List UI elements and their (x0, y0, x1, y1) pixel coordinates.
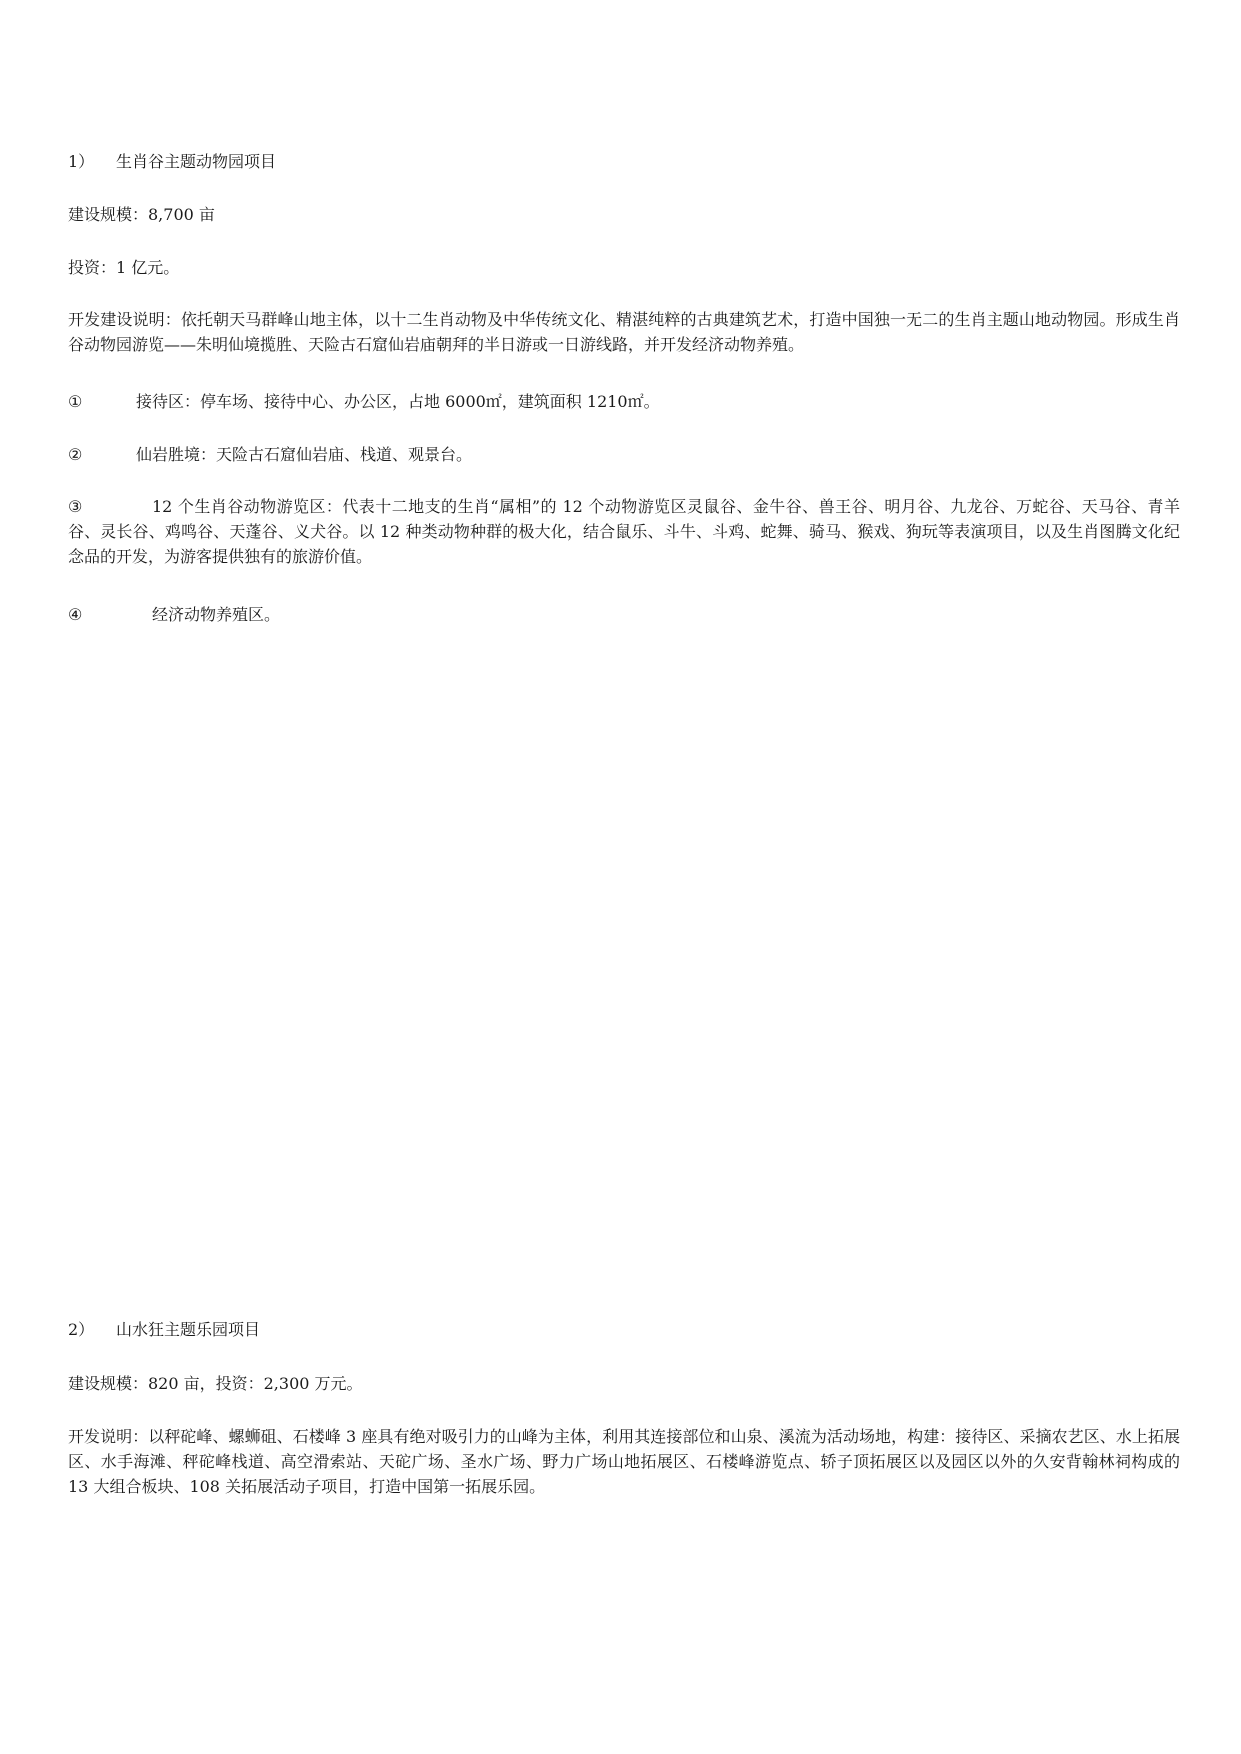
section1-number: 1） (68, 152, 95, 171)
item-4-text: 经济动物养殖区。 (152, 605, 281, 624)
section1-heading (68, 150, 1180, 173)
section1-investment: 投资：1 亿元。 (68, 258, 180, 277)
item-3-marker: ③ (68, 497, 83, 516)
section2-title: 山水狂主题乐园项目 (116, 1320, 261, 1339)
section1-description: 开发建设说明：依托朝天马群峰山地主体，以十二生肖动物及中华传统文化、精湛纯粹的古典建筑艺术，打造中国独一无二的生肖主题山地动物园。形成生肖谷动物园游览——朱明仙境揽胜、天险古石窟仙岩庙朝拜的半日游或一日游线路，并开发经济动物养殖。 (68, 310, 1180, 354)
section2-scale: 建设规模：820 亩，投资：2,300 万元。 (68, 1374, 363, 1393)
item-1-text: 接待区：停车场、接待中心、办公区，占地 6000㎡，建筑面积 1210㎡。 (136, 392, 660, 411)
section1-item-4 (68, 603, 1180, 626)
item-3-text: 12 个生肖谷动物游览区：代表十二地支的生肖“属相”的 12 个动物游览区灵鼠谷、金牛谷、兽王谷、明月谷、九龙谷、万蛇谷、天马谷、青羊谷、灵长谷、鸡鸣谷、天蓬谷、义犬谷。以 12 种类动物种群的极大化，结合鼠乐、斗牛、斗鸡、蛇舞、骑马、猴戏、狗玩等表演项目，以及生肖图腾文化纪念品的开发，为游客提供独有的旅游价值。 (68, 497, 1180, 566)
section1-title: 生肖谷主题动物园项目 (116, 152, 277, 171)
item-1-marker: ① (68, 392, 83, 411)
section2-number: 2） (68, 1320, 95, 1339)
item-4-marker: ④ (68, 605, 83, 624)
section1-scale: 建设规模：8,700 亩 (68, 205, 215, 224)
section1-item-1 (68, 390, 1180, 413)
item-2-text: 仙岩胜境：天险古石窟仙岩庙、栈道、观景台。 (136, 445, 473, 464)
section2-description: 开发说明：以秤砣峰、螺蛳砠、石楼峰 3 座具有绝对吸引力的山峰为主体，利用其连接部位和山泉、溪流为活动场地，构建：接待区、采摘农艺区、水上拓展区、水手海滩、秤砣峰栈道、高空滑索站、天砣广场、圣水广场、野力广场山地拓展区、石楼峰游览点、轿子顶拓展区以及园区以外的久安背翰林祠构成的 13 大组合板块、108 关拓展活动子项目，打造中国第一拓展乐园。 (68, 1427, 1180, 1496)
section1-item-2 (68, 443, 1180, 466)
section2-heading (68, 1318, 1180, 1341)
section1-item-3 (68, 495, 1180, 569)
item-2-marker: ② (68, 445, 83, 464)
